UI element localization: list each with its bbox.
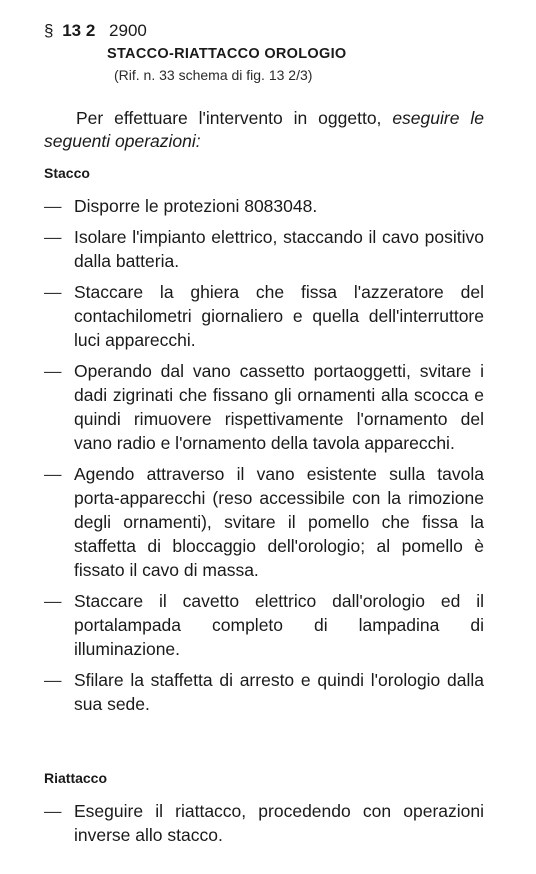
list-item [44, 225, 484, 273]
list-item-text: Operando dal vano cassetto portaoggetti, svitare i dadi zigrinati che fissano gli ornamenti alla scocca e quindi rimuovere rispettivamente l'ornamento del vano radio e l'ornamento della tavola apparecchi. [74, 361, 484, 453]
stacco-heading: Stacco [44, 165, 90, 181]
riattacco-heading: Riattacco [44, 770, 108, 786]
section-title: STACCO-RIATTACCO OROLOGIO [107, 46, 347, 62]
list-item [44, 589, 484, 661]
stacco-list [44, 194, 484, 723]
list-item-text: Staccare la ghiera che fissa l'azzeratore del contachilometri giornaliero e quella dell'interruttore luci apparecchi. [74, 282, 484, 350]
dash-marker: — [44, 670, 62, 690]
list-item-text: Staccare il cavetto elettrico dall'orologio ed il portalampada completo di lampadina di illuminazione. [74, 591, 484, 659]
list-item [44, 194, 484, 218]
list-item-text: Isolare l'impianto elettrico, staccando il cavo positivo dalla batteria. [74, 227, 484, 271]
dash-marker: — [44, 227, 62, 247]
list-item [44, 462, 484, 582]
dash-marker: — [44, 196, 62, 216]
section-code: 2900 [109, 21, 147, 40]
intro-italic-text: eseguire le seguenti operazioni: [44, 108, 484, 151]
dash-marker: — [44, 361, 62, 381]
riattacco-list [44, 799, 484, 854]
list-item [44, 799, 484, 847]
list-item-text: Agendo attraverso il vano esistente sulla tavola porta-apparecchi (reso accessibile con la rimozione degli ornamenti), svitare il pomello che fissa la staffetta di bloccaggio dell'orologio; al pomello è fissato il cavo di massa. [74, 464, 484, 580]
intro-paragraph [44, 107, 484, 153]
dash-marker: — [44, 801, 62, 821]
section-reference: (Rif. n. 33 schema di fig. 13 2/3) [114, 67, 313, 83]
list-item [44, 280, 484, 352]
section-number-line [44, 19, 504, 43]
intro-text: Per effettuare l'intervento in oggetto, [76, 108, 393, 128]
dash-marker: — [44, 282, 62, 302]
list-item-text: Disporre le protezioni 8083048. [74, 196, 318, 216]
section-header [44, 19, 504, 85]
dash-marker: — [44, 591, 62, 611]
list-item [44, 359, 484, 455]
section-number: 13 2 [62, 21, 96, 40]
list-item [44, 668, 484, 716]
list-item-text: Eseguire il riattacco, procedendo con operazioni inverse allo stacco. [74, 801, 484, 845]
list-item-text: Sfilare la staffetta di arresto e quindi l'orologio dalla sua sede. [74, 670, 484, 714]
dash-marker: — [44, 464, 62, 484]
section-symbol: § [44, 21, 54, 40]
